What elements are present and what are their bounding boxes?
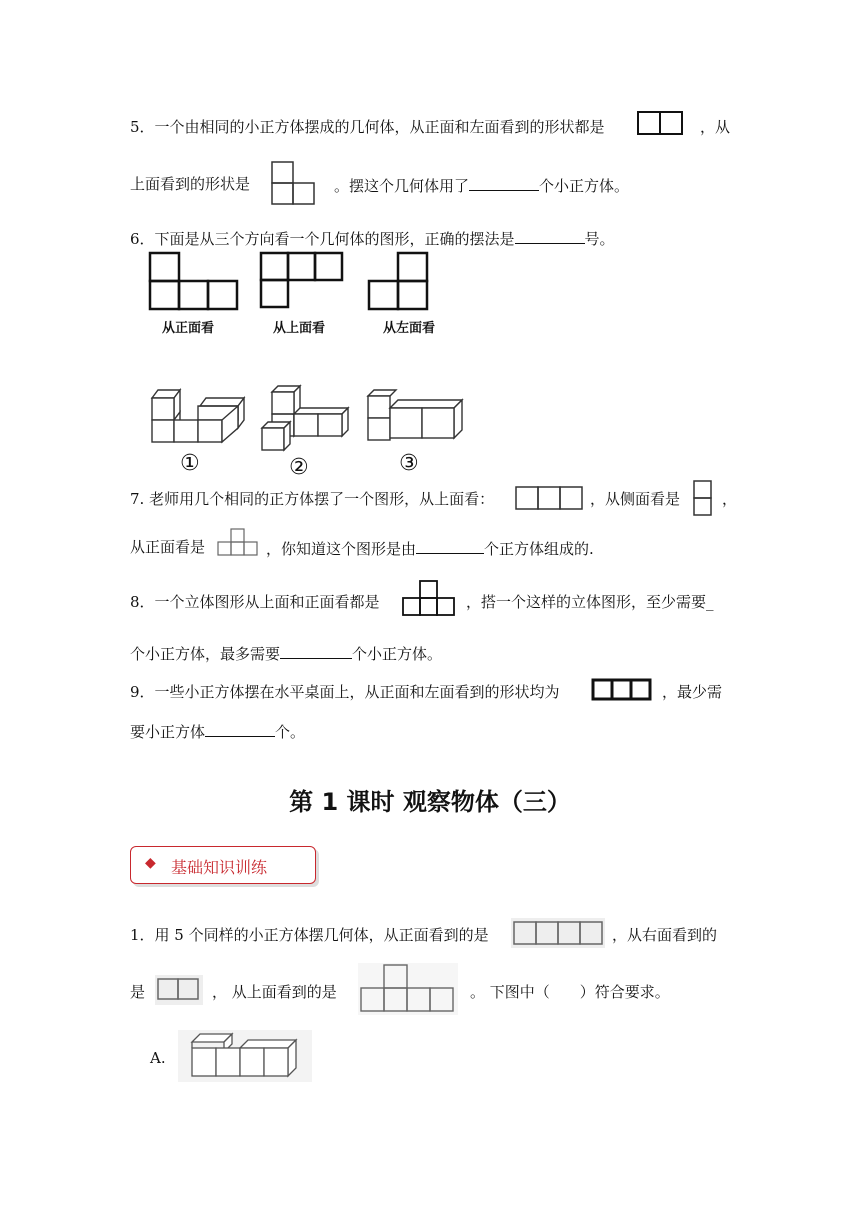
q6-top-view — [259, 251, 345, 311]
q8-line2 — [130, 642, 442, 664]
q6-view-top-label: 从上面看 — [273, 321, 326, 336]
q8-line1 — [130, 592, 380, 612]
q5-line1 — [130, 117, 605, 137]
q7-text-a: 7. 老师用几个相同的正方体摆了一个图形，从上面看： — [130, 490, 495, 508]
q9-text-a: 9．一些小正方体摆在水平桌面上，从正面和左面看到的形状均为 — [130, 683, 560, 701]
q5-text-c: 上面看到的形状是 — [130, 175, 251, 193]
q6-option-2-figure — [260, 384, 352, 454]
q8-text-d: 个小正方体。 — [352, 645, 443, 663]
q7-text-f: 个正方体组成的. — [484, 540, 594, 558]
q7-line1-end — [722, 489, 737, 509]
q7-line1 — [130, 489, 494, 509]
q8-text-b: ，搭一个这样的立体图形，至少需要_ — [466, 593, 714, 611]
q9-text-b: ，最少需 — [662, 683, 723, 701]
q7-top-view-figure — [515, 484, 587, 512]
p1-top-view-figure — [358, 963, 458, 1015]
q5-top-view-figure — [271, 161, 317, 207]
q6-left-view — [367, 251, 431, 311]
q9-line1-end — [662, 682, 722, 702]
q7-side-view-figure — [693, 480, 713, 520]
q6-option-3-label: ③ — [399, 451, 419, 476]
q6-option-1-label: ① — [180, 451, 200, 476]
p1-option-a-figure[interactable] — [178, 1030, 312, 1082]
p1-line1 — [130, 925, 489, 945]
q6-view-left-label: 从左面看 — [383, 321, 436, 336]
p1-text-b: ，从右面看到的 — [612, 926, 718, 944]
p1-right-view-figure — [155, 975, 203, 1005]
diamond-icon: ◆ — [145, 855, 156, 871]
lesson-title: 第 1 课时 观察物体（三） — [289, 788, 571, 816]
p1-text-c: 是 — [130, 983, 146, 1001]
q6-line1 — [130, 227, 615, 249]
q6-text-a: 6．下面是从三个方向看一个几何体的图形，正确的摆法是 — [130, 230, 515, 248]
q7-text-d: 从正面看是 — [130, 538, 206, 556]
q6-answer-blank[interactable] — [515, 227, 585, 244]
q5-answer-blank[interactable] — [469, 174, 539, 191]
q8-text-c: 个小正方体，最多需要 — [130, 645, 281, 663]
p1-text-a: 1．用 5 个同样的小正方体摆几何体，从正面看到的是 — [130, 926, 489, 944]
q5-line1-end — [700, 117, 730, 137]
p1-line1-end — [612, 925, 717, 945]
section-label: 基础知识训练 — [171, 858, 268, 877]
q6-option-2-label: ② — [289, 455, 309, 480]
q6-view-front-label: 从正面看 — [162, 321, 215, 336]
p1-line2-end — [470, 982, 670, 1002]
q5-front-view-figure — [637, 111, 685, 137]
q8-text-a: 8．一个立体图形从上面和正面看都是 — [130, 593, 380, 611]
q9-text-c: 要小正方体 — [130, 723, 206, 741]
q9-answer-blank[interactable] — [205, 720, 275, 737]
q6-option-3-figure — [366, 386, 466, 452]
p1-line2-mid — [212, 982, 337, 1002]
p1-text-e: 。 下图中（ ）符合要求。 — [470, 983, 670, 1001]
p1-text-d: ， 从上面看到的是 — [212, 983, 337, 1001]
q6-front-view — [148, 251, 240, 311]
q7-text-e: ，你知道这个图形是由 — [266, 540, 417, 558]
q7-text-b: ，从侧面看是 — [590, 490, 681, 508]
q5-line2 — [130, 174, 250, 194]
q5-text-b: ，从 — [700, 118, 731, 136]
p1-front-view-figure — [511, 918, 605, 948]
q5-text-e: 个小正方体。 — [539, 177, 630, 195]
q7-text-c: ， — [722, 490, 738, 508]
p1-option-a-label[interactable] — [150, 1048, 166, 1068]
q9-line1 — [130, 682, 560, 702]
q9-view-figure — [591, 678, 653, 702]
q9-text-d: 个。 — [275, 723, 306, 741]
option-a-text: A. — [150, 1049, 166, 1067]
q6-text-b: 号。 — [584, 230, 615, 248]
q8-line1-end — [466, 592, 714, 612]
section-badge — [130, 846, 316, 884]
p1-line2 — [130, 982, 145, 1002]
q7-front-view-figure — [216, 527, 260, 557]
q5-text-a: 5．一个由相同的小正方体摆成的几何体，从正面和左面看到的形状都是 — [130, 118, 605, 136]
q7-line1-mid — [590, 489, 680, 509]
q7-line2 — [130, 537, 205, 557]
q6-option-1-figure — [148, 384, 248, 450]
q8-answer-blank[interactable] — [280, 642, 352, 659]
q8-view-figure — [401, 579, 457, 621]
q9-line2 — [130, 720, 305, 742]
q7-answer-blank[interactable] — [416, 537, 484, 554]
q7-line2-end — [266, 537, 594, 559]
q5-line2-end — [334, 174, 629, 196]
q5-text-d: 。摆这个几何体用了 — [334, 177, 470, 195]
